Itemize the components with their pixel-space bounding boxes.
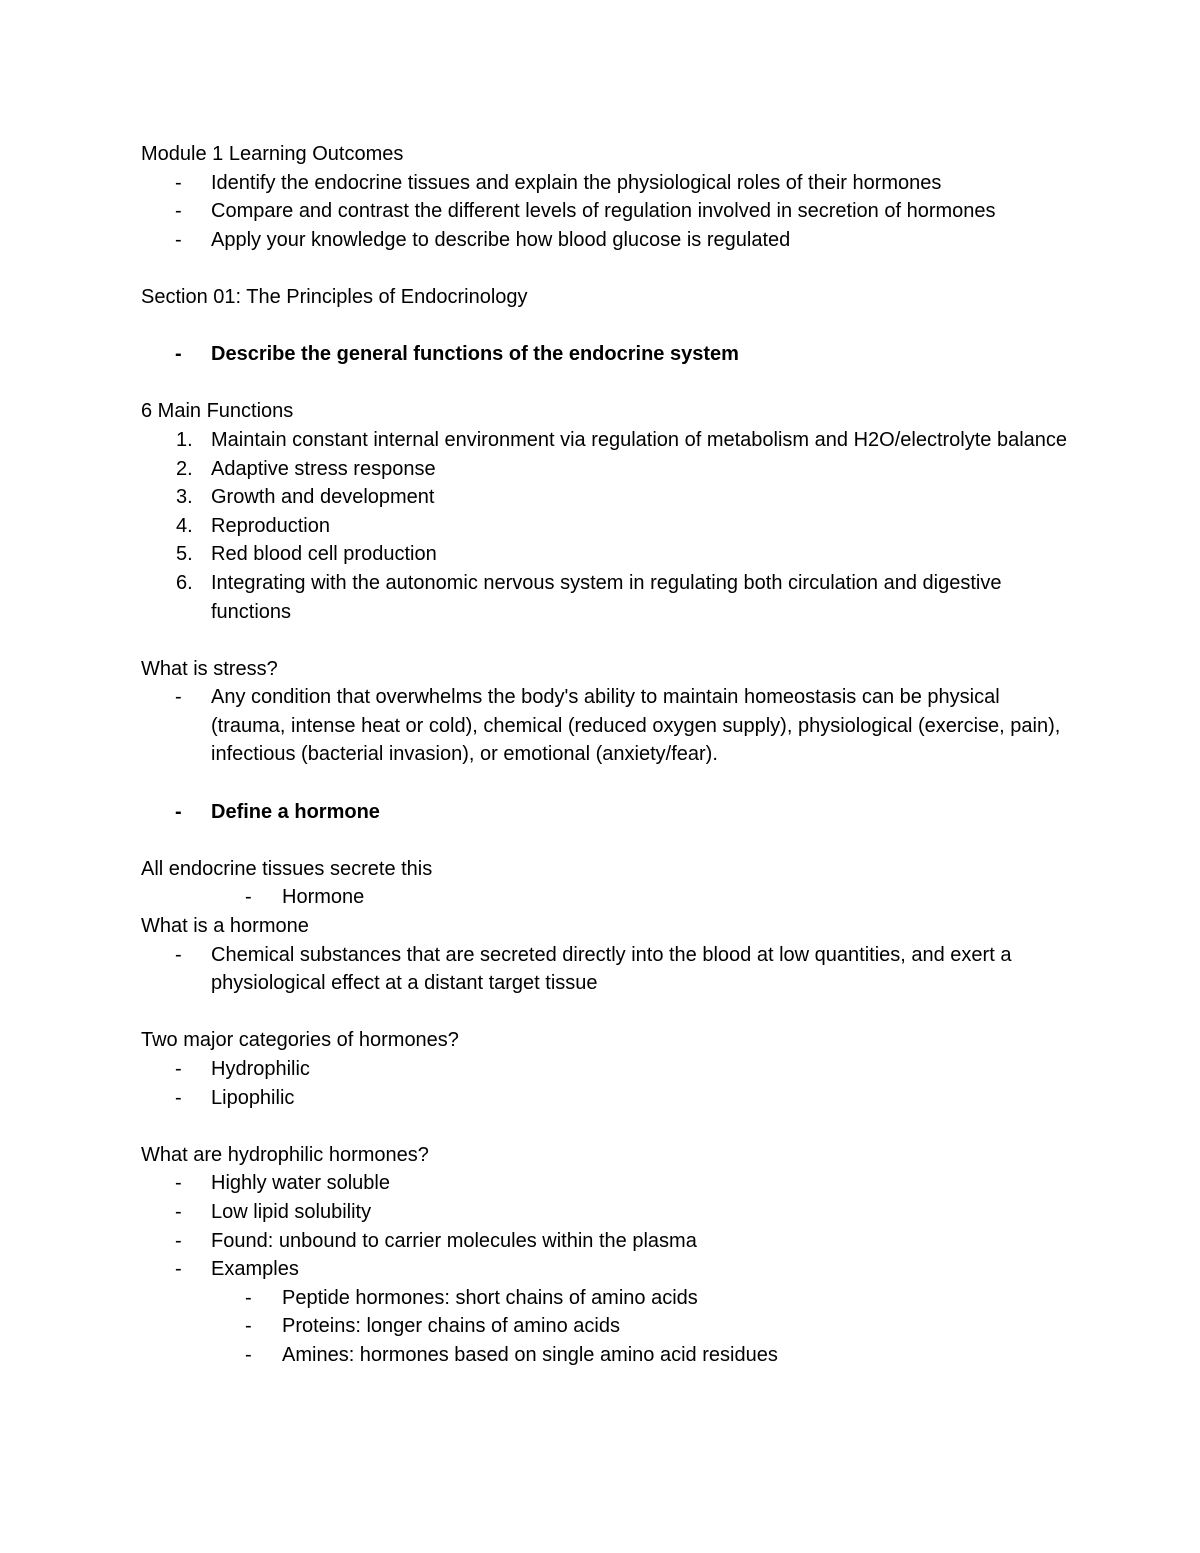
hydrophilic-text: Found: unbound to carrier molecules within the plasma: [211, 1229, 697, 1252]
hormone-answer: Chemical substances that are secreted directly into the blood at low quantities, and exert a physiological effect at a distant target tissue: [211, 943, 1012, 995]
secrete-answer-item: [141, 883, 1071, 912]
outcome-text: Apply your knowledge to describe how blood glucose is regulated: [211, 228, 791, 251]
function-item: [141, 483, 1071, 512]
outcomes-title: Module 1 Learning Outcomes: [141, 143, 404, 165]
bullet-dash: -: [175, 943, 182, 966]
function-item: [141, 512, 1071, 541]
example-item: [141, 1284, 1071, 1313]
category-text: Lipophilic: [211, 1086, 295, 1109]
list-number: 6.: [176, 571, 193, 594]
example-item: [141, 1341, 1071, 1370]
objective-text: Describe the general functions of the endocrine system: [211, 343, 739, 366]
bullet-dash: -: [175, 1229, 182, 1252]
hydrophilic-text: Examples: [211, 1258, 299, 1281]
secrete-answer: Hormone: [282, 886, 365, 909]
section-title: Section 01: The Principles of Endocrinology: [141, 285, 528, 308]
bullet-dash: -: [245, 1343, 252, 1366]
bullet-dash: -: [245, 1315, 252, 1338]
stress-question: What is stress?: [141, 657, 278, 680]
function-text: Growth and development: [211, 486, 435, 509]
function-text: Adaptive stress response: [211, 457, 436, 480]
hydrophilic-item: [141, 1198, 1071, 1227]
list-number: 1.: [176, 428, 193, 451]
hydrophilic-text: Low lipid solubility: [211, 1200, 372, 1223]
example-text: Amines: hormones based on single amino acid residues: [282, 1343, 778, 1366]
function-item: [141, 426, 1071, 455]
hydrophilic-item: [141, 1169, 1071, 1198]
outcome-text: Identify the endocrine tissues and explain the physiological roles of their hormones: [211, 171, 942, 194]
function-text: Integrating with the autonomic nervous system in regulating both circulation and digestive functions: [211, 571, 1002, 623]
outcome-item: [141, 226, 1071, 255]
bullet-dash: -: [175, 171, 182, 194]
list-number: 5.: [176, 543, 193, 566]
bullet-dash: -: [245, 886, 252, 909]
objective-heading: [141, 798, 1071, 827]
bullet-dash: -: [175, 228, 182, 251]
objective-text: Define a hormone: [211, 800, 380, 823]
secrete-question: All endocrine tissues secrete this: [141, 857, 433, 880]
stress-answer: Any condition that overwhelms the body's ability to maintain homeostasis can be physical (trauma, intense heat or cold), chemical (reduced oxygen supply), physiological (exercise, pain), infectious (bacterial invasion), or emotional (anxiety/fear).: [211, 686, 1061, 766]
list-number: 3.: [176, 486, 193, 509]
bullet-dash: -: [175, 1258, 182, 1281]
list-number: 2.: [176, 457, 193, 480]
bullet-dash: -: [175, 200, 182, 223]
function-item: [141, 540, 1071, 569]
function-text: Maintain constant internal environment via regulation of metabolism and H2O/electrolyte balance: [211, 428, 1068, 451]
bullet-dash: -: [175, 1200, 182, 1223]
bullet-dash: -: [175, 1058, 182, 1080]
outcome-item: [141, 197, 1071, 226]
hydrophilic-text: Highly water soluble: [211, 1172, 390, 1195]
stress-answer-item: [141, 683, 1071, 769]
function-item: [141, 455, 1071, 484]
hormone-question: What is a hormone: [141, 915, 309, 938]
bullet-dash: -: [175, 1086, 182, 1109]
bullet-dash: -: [175, 1172, 182, 1195]
function-text: Red blood cell production: [211, 543, 437, 566]
bullet-dash: -: [175, 800, 182, 823]
bullet-dash: -: [245, 1286, 252, 1309]
category-item: [141, 1084, 1071, 1113]
function-item: [141, 569, 1071, 626]
example-text: Peptide hormones: short chains of amino acids: [282, 1286, 698, 1309]
outcome-text: Compare and contrast the different levels of regulation involved in secretion of hormones: [211, 200, 996, 223]
bullet-dash: -: [175, 686, 182, 709]
list-number: 4.: [176, 514, 193, 537]
outcome-item: [141, 169, 1071, 198]
functions-title: 6 Main Functions: [141, 400, 294, 423]
category-item: [141, 1055, 1071, 1084]
hydrophilic-item: [141, 1227, 1071, 1256]
objective-heading: [141, 340, 1071, 369]
category-text: Hydrophilic: [211, 1058, 310, 1080]
hydrophilic-item: [141, 1255, 1071, 1284]
hydrophilic-question: What are hydrophilic hormones?: [141, 1143, 429, 1166]
categories-question: Two major categories of hormones?: [141, 1029, 459, 1052]
document-body: [141, 140, 1071, 1370]
example-text: Proteins: longer chains of amino acids: [282, 1315, 620, 1338]
hormone-answer-item: [141, 941, 1071, 998]
example-item: [141, 1312, 1071, 1341]
bullet-dash: -: [175, 343, 182, 366]
function-text: Reproduction: [211, 514, 330, 537]
